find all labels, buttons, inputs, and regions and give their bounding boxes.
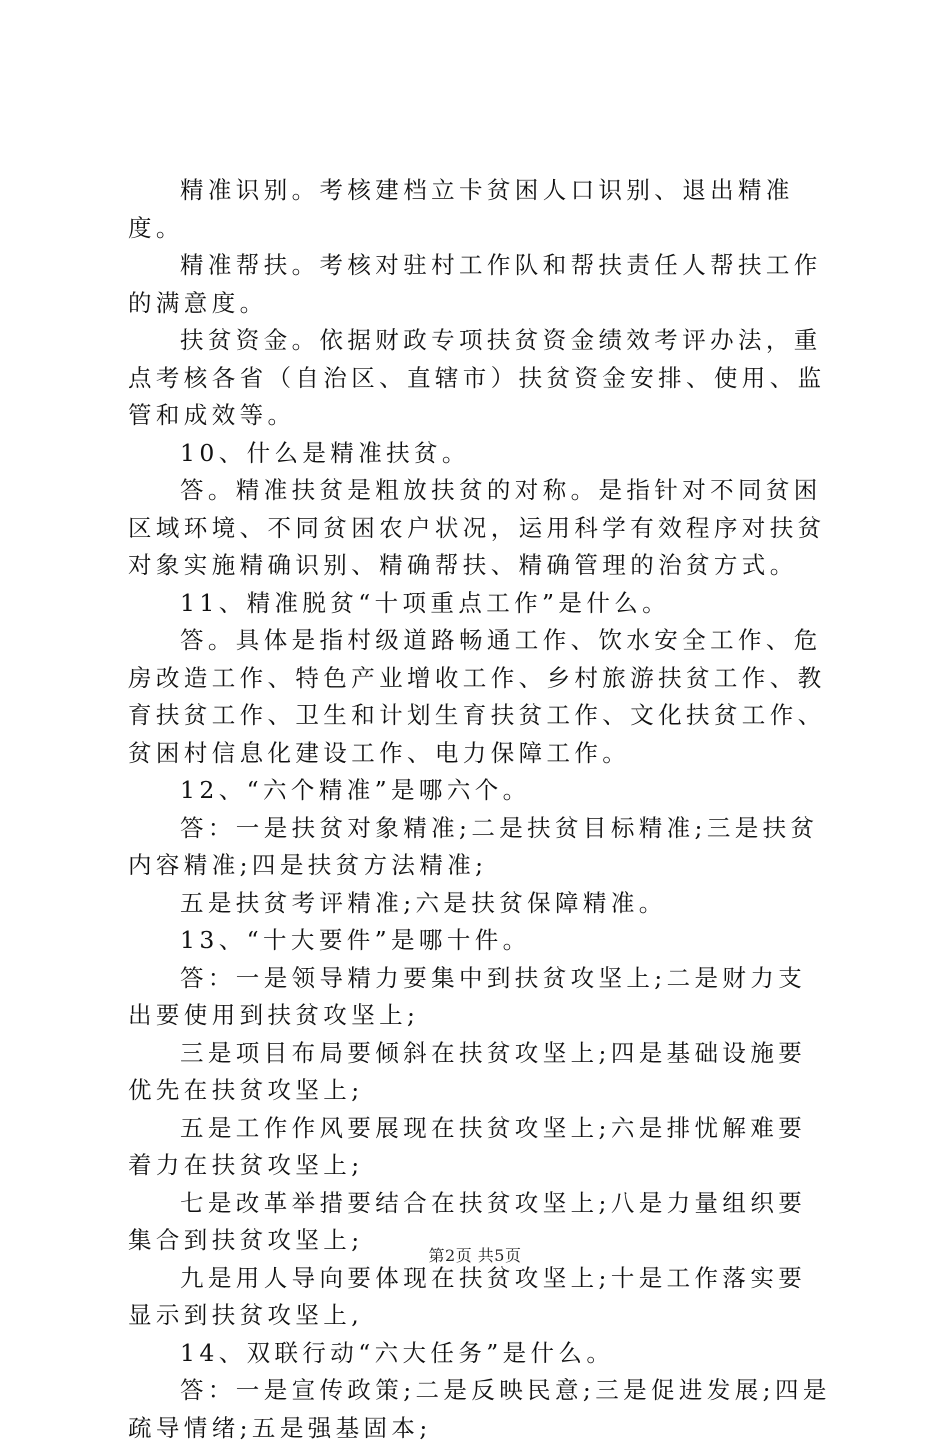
answer-paragraph: 九是用人导向要体现在扶贫攻坚上;十是工作落实要显示到扶贫攻坚上,: [128, 1263, 807, 1329]
answer-paragraph: 答：一是领导精力要集中到扶贫攻坚上;二是财力支出要使用到扶贫攻坚上;: [128, 963, 807, 1029]
paragraph: 精准识别。考核建档立卡贫困人口识别、退出精准度。: [128, 176, 794, 242]
answer-paragraph: 三是项目布局要倾斜在扶贫攻坚上;四是基础设施要优先在扶贫攻坚上;: [128, 1038, 807, 1104]
question-heading: 11、精准脱贫“十项重点工作”是什么。: [180, 588, 671, 617]
answer-paragraph: 答：一是扶贫对象精准;二是扶贫目标精准;三是扶贫内容精准;四是扶贫方法精准;: [128, 813, 819, 879]
question-heading: 13、“十大要件”是哪十件。: [180, 926, 531, 954]
answer-paragraph: 答。具体是指村级道路畅通工作、饮水安全工作、危房改造工作、特色产业增收工作、乡村旅游扶贫工作、教育扶贫工作、卫生和计划生育扶贫工作、文化扶贫工作、贫困村信息化建设工作、电力保障工作。: [128, 626, 826, 767]
answer-paragraph: 五是工作作风要展现在扶贫攻坚上;六是排忧解难要着力在扶贫攻坚上;: [128, 1113, 807, 1179]
question-heading: 12、“六个精准”是哪六个。: [180, 776, 531, 804]
answer-paragraph: 答。精准扶贫是粗放扶贫的对称。是指针对不同贫困区域环境、不同贫困农户状况，运用科学有效程序对扶贫对象实施精确识别、精确帮扶、精确管理的治贫方式。: [128, 476, 826, 579]
paragraph: 精准帮扶。考核对驻村工作队和帮扶责任人帮扶工作的满意度。: [128, 251, 822, 317]
answer-paragraph: 答：一是宣传政策;二是反映民意;三是促进发展;四是疏导情绪;五是强基固本;: [128, 1376, 831, 1442]
answer-paragraph: 五是扶贫考评精准;六是扶贫保障精准。: [180, 888, 667, 917]
paragraph: 扶贫资金。依据财政专项扶贫资金绩效考评办法，重点考核各省（自治区、直辖市）扶贫资金安排、使用、监管和成效等。: [128, 326, 826, 429]
answer-paragraph: 七是改革举措要结合在扶贫攻坚上;八是力量组织要集合到扶贫攻坚上;: [128, 1188, 807, 1254]
question-heading: 14、双联行动“六大任务”是什么。: [180, 1338, 615, 1367]
page-number-footer: 第2页 共5页: [428, 1246, 522, 1265]
question-heading: 10、什么是精准扶贫。: [180, 438, 470, 467]
